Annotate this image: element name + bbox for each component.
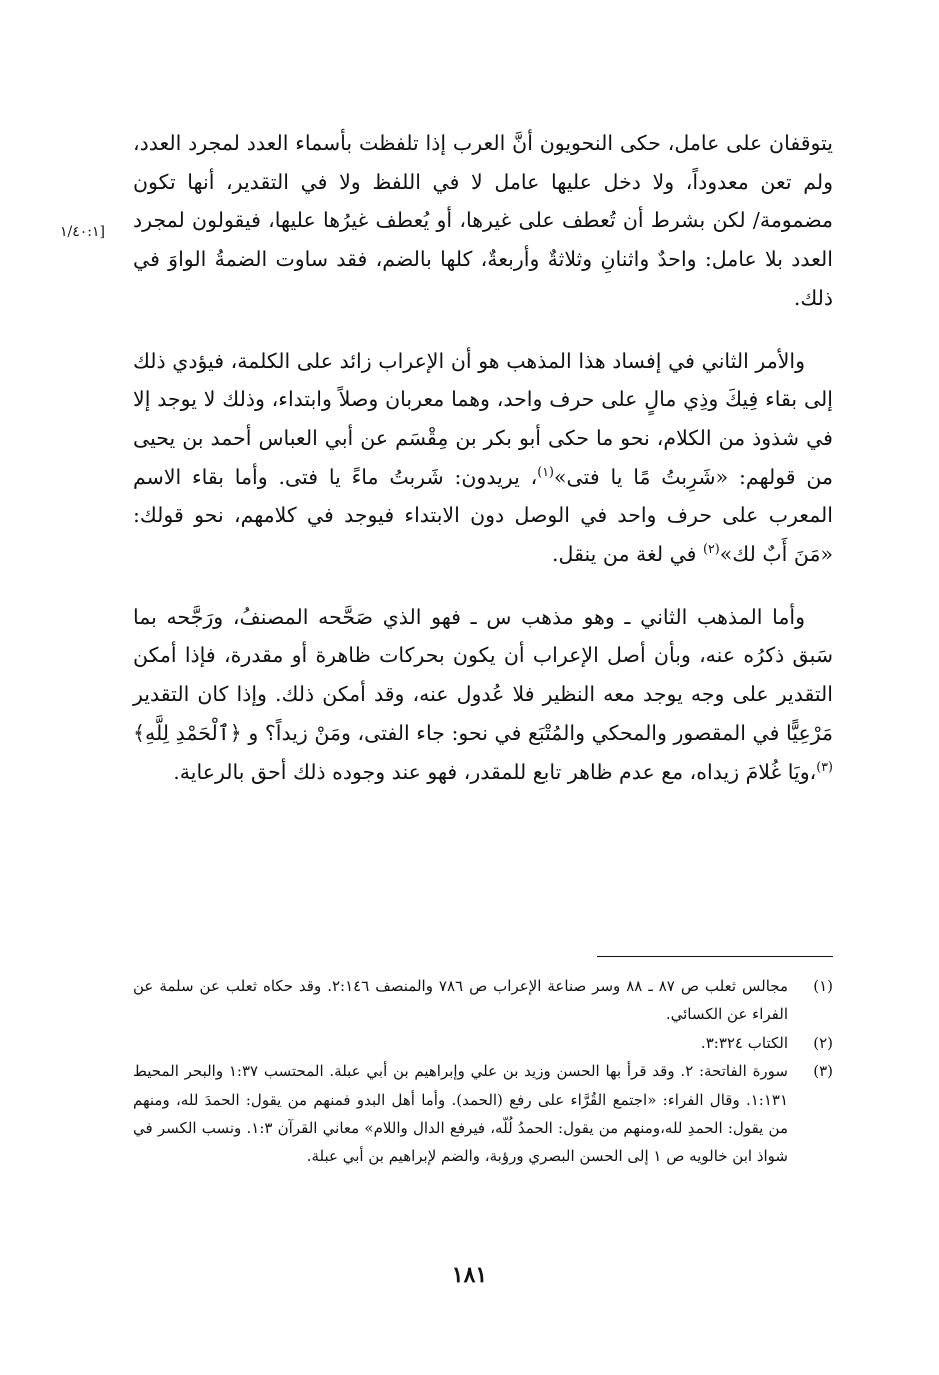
footnote-text: الكتاب ٣:٣٢٤. [700,1033,788,1052]
footnote-2 [133,1029,833,1057]
paragraph-3 [133,598,833,792]
paragraph-2-part-c: في لغة من ينقل. [552,542,703,567]
footnote-ref-3[interactable]: (٣) [816,758,833,774]
footnote-ref-1[interactable]: (١) [537,463,555,479]
footnote-separator [597,956,833,957]
footnote-number: (٢) [813,1033,833,1052]
margin-reference: [١/٤٠:١ [60,224,105,240]
paragraph-3-part-a: وأما المذهب الثاني ـ وهو مذهب س ـ فهو الذي صَحَّحه المصنفُ، ورَجَّحه بما سَبق ذكرُه عنه، وبأن أصل الإعراب أن يكون بحركات ظاهرة أو مقدرة، فإذا أمكن التقدير على وجه يوجد معه النظير فلا عُدول عنه، وقد أمكن ذلك. وإذا كان التقدير مَرْعِيًّا في المقصور والمحكي والمُتْبَع في نحو: جاء الفتى، ومَنْ زيداً؟ و ﴿ٱلْحَمْدِ لِلَّهِ﴾ [133,604,833,745]
paragraph-2-part-a: والأمر الثاني في إفساد هذا المذهب هو أن الإعراب زائد على الكلمة، فيؤدي ذلك إلى بقاء فِيكَ وذِي مالٍ على حرف واحد، وهما معربان وصلاً وابتداء، وذلك لا يوجد إلا في شذوذ من الكلام، نحو ما حكى أبو بكر بن مِقْسَم عن أبي العباس أحمد بن يحيى من قولهم: «شَرِبتُ مًا يا فتى» [133,348,833,489]
footnote-text: مجالس ثعلب ص ٨٧ ـ ٨٨ وسر صناعة الإعراب ص ٧٨٦ والمنصف ٢:١٤٦. وقد حكاه ثعلب عن سلمة عن الفراء عن الكسائي. [133,977,788,1024]
footnote-3 [133,1057,833,1171]
footnote-1 [133,972,833,1029]
paragraph-2-part-b: ، يريدون: شَربتُ ماءً يا فتى. وأما بقاء الاسم المعرب على حرف واحد في الوصل دون الابتداء فيوجد في كلامهم، نحو قولك: «مَنَ أَبٌ لك» [133,464,833,567]
footnote-number: (١) [813,977,833,995]
footnote-text: سورة الفاتحة: ٢. وقد قرأ بها الحسن وزيد بن علي وإبراهيم بن أبي عبلة. المحتسب ١:٣٧ والبحر المحيط ١:١٣١. وقال الفراء: «اجتمع القُرَّاء على رفع (الحمد). وأما أهل البدو فمنهم من يقول: الحمدَ لله، ومنهم من يقول: الحمدِ لله،ومنهم من يقول: الحمدُ لُلّه، فيرفع الدال واللام» معاني القرآن ١:٣. ونسب الكسر في شواذ ابن خالويه ص ١ إلى الحسن البصري ورؤبة، والضم لإبراهيم بن أبي عبلة. [133,1062,788,1166]
paragraph-3-part-b: ،ويَا غُلامَ زيداه، مع عدم ظاهر تابع للمقدر، فهو عند وجوده ذلك أحق بالرعاية. [173,759,817,784]
footnotes [133,972,833,1171]
footnote-number: (٣) [813,1062,833,1081]
footnote-ref-2[interactable]: (٢) [703,541,720,557]
paragraph-1: يتوقفان على عامل، حكى النحويون أنَّ العرب إذا تلفظت بأسماء العدد لمجرد العدد، ولم تعن معدوداً، ولا دخل عليها عامل لا في اللفظ ولا في التقدير، أنها تكون مضمومة/ لكن بشرط أن تُعطف على غيرها، أو يُعطف غيرُها عليها، فيقولون لمجرد العدد بلا عامل: واحدٌ واثنانِ وثلاثةٌ وأربعةٌ، كلها بالضم، فقد ساوت الضمةُ الواوَ في ذلك. [133,131,833,310]
paragraph-2 [133,342,833,574]
page-number: ١٨١ [451,1262,488,1288]
main-text [133,124,833,791]
